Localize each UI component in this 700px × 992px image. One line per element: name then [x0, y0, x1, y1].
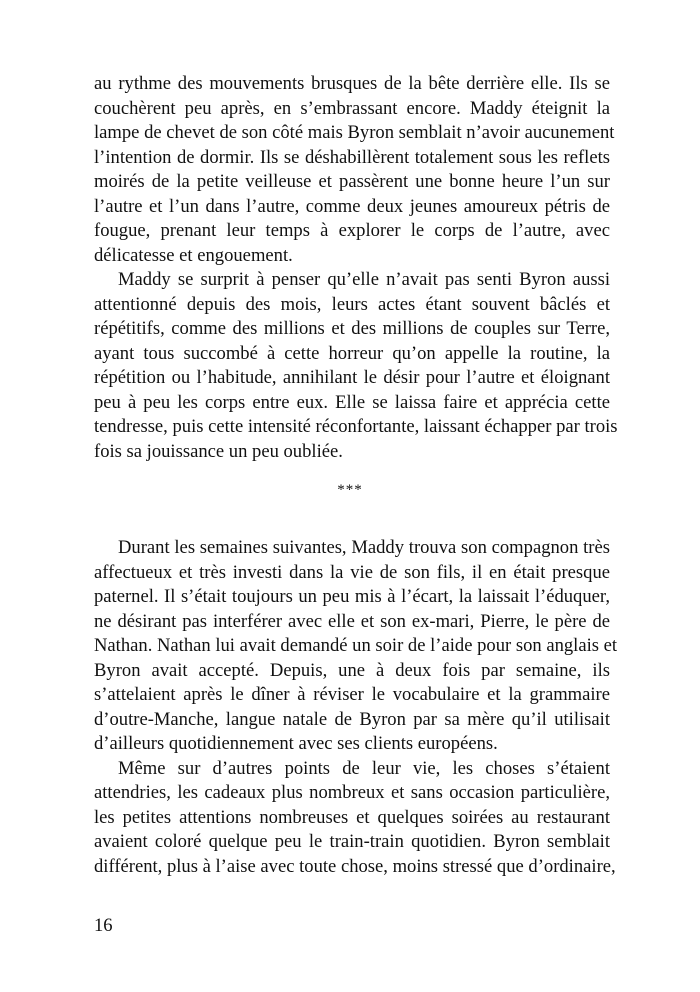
text-line: d’ailleurs quotidiennement avec ses clients européens.	[94, 733, 498, 754]
text-line: ne désirant pas interférer avec elle et son ex-mari, Pierre, le père de	[94, 610, 610, 632]
paragraph	[94, 757, 616, 880]
text-line: délicatesse et engouement.	[94, 244, 293, 266]
section-2	[94, 536, 618, 879]
paragraph	[94, 536, 618, 757]
text-line: fougue, prenant leur temps à explorer le corps de l’autre, avec	[94, 220, 610, 241]
text-line: les petites attentions nombreuses et quelques soirées au restaurant	[94, 806, 610, 828]
text-line: avaient coloré quelque peu le train-train quotidien. Byron semblait	[94, 831, 610, 852]
page-number: 16	[94, 915, 113, 936]
paragraph	[94, 268, 618, 464]
text-line: l’intention de dormir. Ils se déshabillèrent totalement sous les reflets	[94, 146, 610, 168]
text-line: répétition ou l’habitude, annihilant le désir pour l’autre et éloignant	[94, 367, 610, 388]
text-line: couchèrent peu après, en s’embrassant encore. Maddy éteignit la	[94, 97, 610, 119]
text-line: Durant les semaines suivantes, Maddy trouva son compagnon très	[118, 537, 610, 558]
text-line: différent, plus à l’aise avec toute chose, moins stressé que d’ordinaire,	[94, 855, 616, 877]
section-separator: ***	[337, 482, 363, 498]
text-line: Maddy se surprit à penser qu’elle n’avait pas senti Byron aussi	[118, 269, 610, 290]
text-line: ayant tous succombé à cette horreur qu’on appelle la routine, la	[94, 342, 610, 364]
text-line: s’attelaient après le dîner à réviser le vocabulaire et la grammaire	[94, 684, 610, 705]
text-line: moirés de la petite veilleuse et passèrent une bonne heure l’un sur	[94, 171, 610, 192]
text-line: paternel. Il s’était toujours un peu mis à l’écart, la laissait l’éduquer,	[94, 586, 610, 607]
text-line: au rythme des mouvements brusques de la bête derrière elle. Ils se	[94, 73, 610, 94]
text-line: répétitifs, comme des millions et des millions de couples sur Terre,	[94, 318, 610, 339]
text-line: attendries, les cadeaux plus nombreux et sans occasion particulière,	[94, 782, 610, 803]
paragraph	[94, 72, 615, 268]
text-line: lampe de chevet de son côté mais Byron semblait n’avoir aucunement	[94, 122, 615, 143]
text-line: d’outre-Manche, langue natale de Byron par sa mère qu’il utilisait	[94, 708, 610, 730]
text-line: fois sa jouissance un peu oubliée.	[94, 440, 343, 462]
text-line: attentionné depuis des mois, leurs actes étant souvent bâclés et	[94, 293, 610, 315]
text-line: tendresse, puis cette intensité réconfortante, laissant échapper par trois	[94, 416, 618, 437]
text-line: Même sur d’autres points de leur vie, les choses s’étaient	[118, 757, 610, 779]
text-line: peu à peu les corps entre eux. Elle se laissa faire et apprécia cette	[94, 391, 610, 413]
text-line: Nathan. Nathan lui avait demandé un soir de l’aide pour son anglais et	[94, 635, 618, 656]
text-line: l’autre et l’un dans l’autre, comme deux jeunes amoureux pétris de	[94, 195, 610, 217]
text-line: affectueux et très investi dans la vie de son fils, il en était presque	[94, 561, 610, 583]
text-line: Byron avait accepté. Depuis, une à deux fois par semaine, ils	[94, 659, 610, 681]
section-1	[94, 72, 618, 464]
